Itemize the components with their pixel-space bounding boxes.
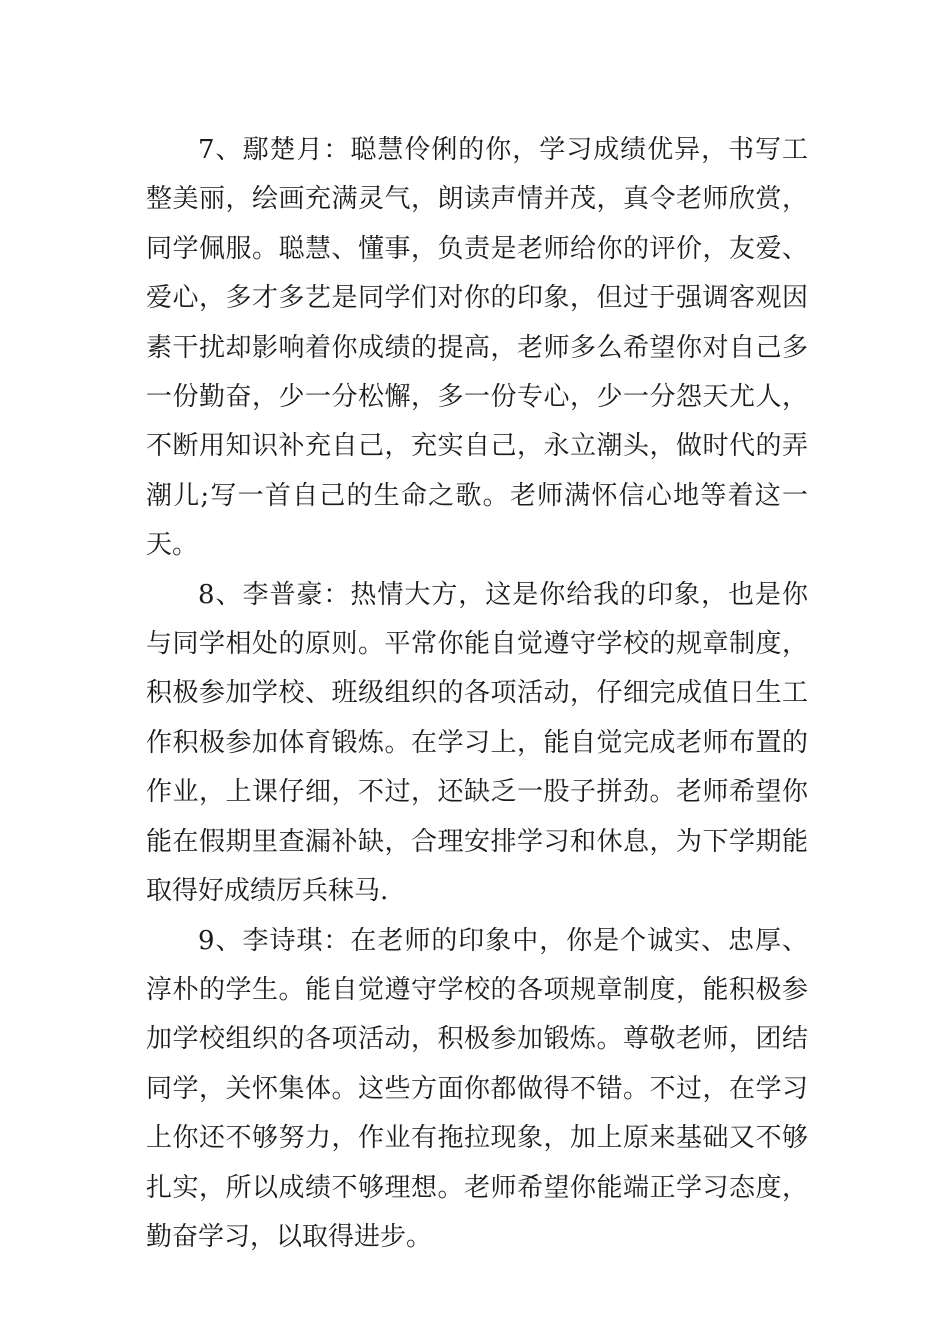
comment-paragraph-7: 7、鄢楚月：聪慧伶俐的你，学习成绩优异，书写工整美丽，绘画充满灵气，朗读声情并茂，真令老师欣赏，同学佩服。聪慧、懂事，负责是老师给你的评价，友爱、爱心，多才多艺是同学们对你的印象，但过于强调客观因素干扰却影响着你成绩的提高，老师多么希望你对自己多一份勤奋，少一分松懈，多一份专心，少一分怨天尤人，不断用知识补充自己，充实自己，永立潮头，做时代的弄潮儿;写一首自己的生命之歌。老师满怀信心地等着这一天。 xyxy=(146,135,808,561)
comment-paragraph-8: 8、李普豪：热情大方，这是你给我的印象，也是你与同学相处的原则。平常你能自觉遵守学校的规章制度，积极参加学校、班级组织的各项活动，仔细完成值日生工作积极参加体育锻炼。在学习上，能自觉完成老师布置的作业，上课仔细，不过，还缺乏一股子拼劲。老师希望你能在假期里查漏补缺，合理安排学习和休息，为下学期能取得好成绩厉兵秣马. xyxy=(146,579,808,907)
comment-paragraph-9: 9、李诗琪：在老师的印象中，你是个诚实、忠厚、淳朴的学生。能自觉遵守学校的各项规章制度，能积极参加学校组织的各项活动，积极参加锻炼。尊敬老师，团结同学，关怀集体。这些方面你都做得不错。不过，在学习上你还不够努力，作业有拖拉现象，加上原来基础又不够扎实，所以成绩不够理想。老师希望你能端正学习态度，勤奋学习，以取得进步。 xyxy=(146,925,808,1252)
document-body xyxy=(146,126,808,1262)
